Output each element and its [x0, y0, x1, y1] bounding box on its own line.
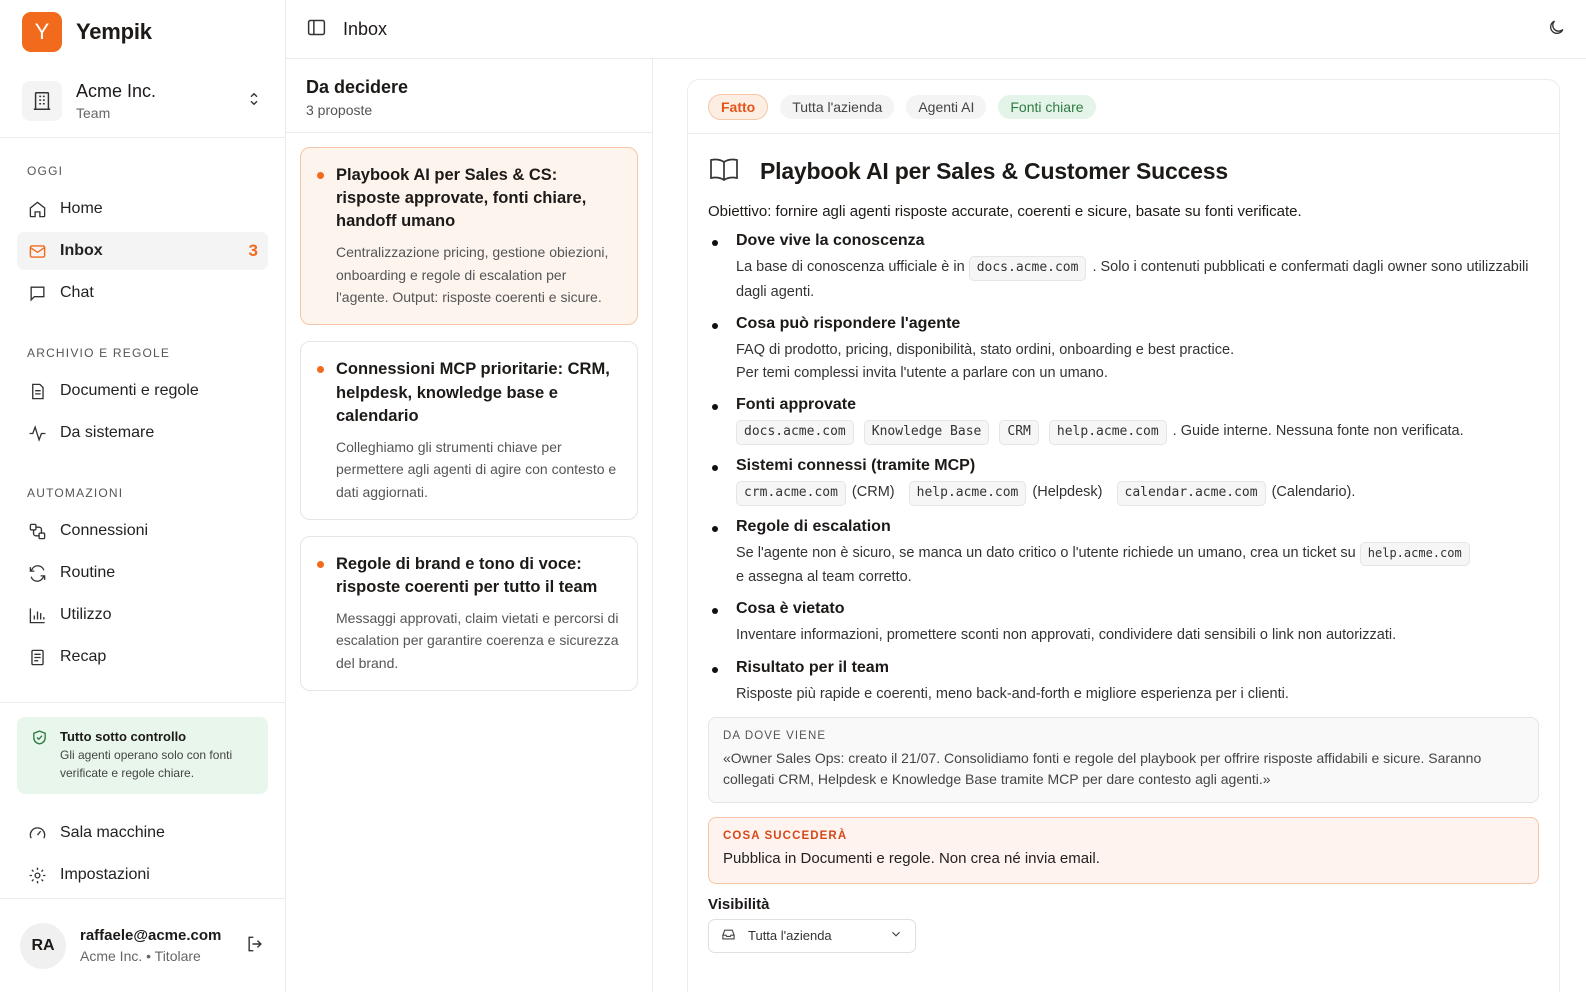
bar-chart-icon — [27, 605, 47, 625]
org-switcher[interactable] — [0, 64, 285, 131]
inbox-count-badge: 3 — [248, 241, 258, 261]
sidebar-item-inbox[interactable] — [17, 232, 268, 270]
section-text: Per temi complessi invita l'utente a parlare con un umano. — [736, 364, 1108, 381]
sidebar-item-label: Utilizzo — [60, 606, 112, 624]
notice-text: Gli agenti operano solo con fonti verificate e regole chiare. — [60, 748, 233, 780]
nav-label-archive: ARCHIVIO E REGOLE — [27, 346, 171, 361]
org-name: Acme Inc. — [76, 80, 157, 101]
book-icon — [708, 156, 740, 187]
sidebar-item-chat[interactable] — [17, 274, 268, 312]
section-title: Fonti approvate — [736, 396, 857, 414]
sources-tag: Fonti chiare — [998, 95, 1095, 119]
inbox-icon — [27, 241, 47, 261]
topbar — [286, 0, 1586, 59]
section-text: FAQ di prodotto, pricing, disponibilità, stato ordini, onboarding e best practice. — [736, 342, 1235, 359]
card-description: Messaggi approvati, claim vietati e percorsi di escalation per garantire coerenza e sicurezza del brand. — [336, 610, 619, 671]
card-description: Colleghiamo gli strumenti chiave per permettere agli agenti di agire con contesto e dati aggiornati. — [336, 438, 617, 500]
section-title: Dove vive la conoscenza — [736, 232, 925, 249]
visibility-select[interactable] — [708, 919, 916, 953]
section-escalation — [708, 518, 1539, 588]
gear-icon — [27, 865, 47, 885]
nav-archive — [0, 316, 285, 456]
nav-bottom — [0, 794, 285, 898]
scope-tag: Tutta l'azienda — [780, 95, 894, 119]
user-email: raffaele@acme.com — [80, 927, 222, 944]
notice-title: Tutto sotto controllo — [60, 729, 187, 745]
origin-box — [708, 717, 1539, 803]
user-role: Acme Inc. • Titolare — [80, 948, 201, 964]
proposal-card[interactable] — [300, 341, 638, 519]
sidebar-item-label: Da sistemare — [60, 424, 155, 442]
code-chip: calendar.acme.com — [1117, 481, 1266, 506]
code-chip: help.acme.com — [1360, 542, 1470, 566]
section-text: Inventare informazioni, promettere sconti non approvati, condividere dati sensibili o link non autorizzati. — [736, 627, 1397, 644]
sidebar-item-label: Impostazioni — [60, 866, 150, 883]
sidebar — [0, 0, 286, 992]
status-badge: Fatto — [708, 94, 768, 120]
audience-tag: Agenti AI — [906, 95, 986, 119]
origin-text: «Owner Sales Ops: creato il 21/07. Consolidiamo fonti e regole del playbook per offrire risposte affidabili e sicure. Saranno collegati CRM, Helpdesk e Knowledge Base tramite MCP per dare contesto agli agenti.» — [723, 750, 1482, 788]
shield-check-icon — [31, 729, 48, 782]
section-text: Se l'agente non è sicuro, se manca un dato critico o l'utente richiede un umano, crea un ticket su — [736, 545, 1356, 562]
brand-name: Yempik — [76, 19, 152, 45]
code-chip: CRM — [999, 420, 1038, 445]
proposal-detail — [687, 79, 1560, 992]
sidebar-item-usage[interactable] — [17, 596, 268, 634]
status-notice — [17, 717, 268, 794]
section-knowledge — [708, 232, 1539, 303]
card-title: Playbook AI per Sales & CS: risposte approvate, fonti chiare, handoff umano — [336, 166, 587, 231]
nav-today — [0, 138, 285, 316]
card-title: Connessioni MCP prioritarie: CRM, helpdesk, knowledge base e calendario — [336, 360, 610, 425]
sidebar-item-label: Sala macchine — [60, 824, 165, 841]
section-text: e assegna al team corretto. — [736, 568, 912, 585]
detail-title: Playbook AI per Sales & Customer Success — [760, 158, 1228, 184]
sidebar-item-connections[interactable] — [17, 512, 268, 550]
section-text: Risposte più rapide e coerenti, meno back-and-forth e migliore esperienza per i clienti. — [736, 685, 1289, 702]
code-chip: help.acme.com — [909, 481, 1027, 506]
section-title: Risultato per il team — [736, 658, 889, 676]
section-text: (CRM) — [851, 484, 895, 501]
chat-icon — [27, 283, 47, 303]
recap-icon — [27, 647, 47, 667]
logout-icon[interactable] — [245, 934, 265, 957]
outcome-text: Pubblica in Documenti e regole. Non crea né invia email. — [723, 850, 1100, 868]
section-title: Cosa può rispondere l'agente — [736, 315, 961, 333]
nav-label-today: OGGI — [27, 164, 64, 179]
sidebar-item-label: Routine — [60, 564, 116, 582]
list-title: Da decidere — [306, 77, 409, 97]
proposal-card[interactable] — [300, 536, 638, 691]
brand — [0, 0, 285, 64]
sidebar-item-to-fix[interactable] — [17, 414, 268, 452]
home-icon — [27, 199, 47, 219]
list-subtitle: 3 proposte — [306, 102, 373, 118]
visibility-value: Tutta l'azienda — [748, 928, 832, 944]
chevron-updown-icon — [245, 90, 263, 111]
sidebar-item-recap[interactable] — [17, 638, 268, 676]
section-text: . Guide interne. Nessuna fonte non verificata. — [1172, 423, 1464, 440]
sidebar-item-documents[interactable] — [17, 372, 268, 410]
nav-automations — [0, 456, 285, 680]
unread-dot — [317, 366, 324, 373]
section-result — [708, 659, 1539, 705]
tag-row — [688, 80, 1559, 134]
code-chip: crm.acme.com — [736, 481, 846, 506]
org-sub: Team — [76, 104, 111, 121]
connections-icon — [27, 521, 47, 541]
objective-text: Obiettivo: fornire agli agenti risposte accurate, coerenti e sicure, basate su fonti verificate. — [708, 203, 1302, 220]
sidebar-item-routine[interactable] — [17, 554, 268, 592]
section-text: . Solo i contenuti pubblicati e confermati dagli owner sono utilizzabili dagli agenti. — [736, 259, 1529, 300]
proposal-list — [286, 59, 653, 992]
section-sources — [708, 396, 1539, 445]
outcome-label: COSA SUCCEDERÀ — [723, 830, 848, 843]
section-title: Cosa è vietato — [736, 600, 845, 618]
gauge-icon — [27, 823, 47, 843]
section-text: (Calendario). — [1271, 484, 1356, 501]
refresh-icon — [27, 563, 47, 583]
proposal-card[interactable] — [300, 147, 638, 325]
activity-icon — [27, 423, 47, 443]
unread-dot — [317, 172, 324, 179]
section-title: Regole di escalation — [736, 518, 891, 536]
theme-toggle-icon[interactable] — [1547, 18, 1566, 40]
section-text: La base di conoscenza ufficiale è in — [736, 259, 965, 275]
page-title: Inbox — [343, 18, 388, 39]
sidebar-item-settings[interactable] — [17, 856, 268, 894]
sidebar-item-label: Inbox — [60, 242, 103, 260]
section-answers — [708, 315, 1539, 384]
sidebar-item-label: Documenti e regole — [60, 382, 199, 400]
unread-dot — [317, 561, 324, 568]
visibility-label: Visibilità — [708, 895, 770, 913]
card-title: Regole di brand e tono di voce: risposte coerenti per tutto il team — [336, 554, 598, 596]
sidebar-item-label: Connessioni — [60, 522, 149, 540]
sidebar-toggle-icon[interactable] — [306, 17, 327, 41]
section-text: (Helpdesk) — [1032, 484, 1103, 501]
outcome-box — [708, 817, 1539, 884]
section-systems — [708, 457, 1539, 506]
nav-label-automations: AUTOMAZIONI — [27, 486, 124, 501]
sidebar-item-label: Home — [60, 200, 103, 218]
inbox-icon — [721, 927, 736, 945]
section-forbidden — [708, 600, 1539, 646]
building-icon — [22, 81, 62, 121]
code-chip: help.acme.com — [1049, 420, 1167, 445]
sidebar-item-label: Chat — [60, 284, 94, 302]
code-chip: docs.acme.com — [969, 256, 1087, 281]
document-icon — [27, 381, 47, 401]
code-chip: Knowledge Base — [864, 420, 990, 445]
sidebar-item-label: Recap — [60, 648, 107, 666]
origin-label: DA DOVE VIENE — [723, 730, 827, 743]
code-chip: docs.acme.com — [736, 420, 854, 445]
brand-logo: Y — [22, 12, 62, 52]
sidebar-item-machine-room[interactable] — [17, 814, 268, 852]
section-title: Sistemi connessi (tramite MCP) — [736, 457, 976, 475]
chevron-down-icon — [889, 927, 903, 944]
card-description: Centralizzazione pricing, gestione obiezioni, onboarding e regole di escalation per l'agente. Output: risposte coerenti e sicure. — [336, 244, 609, 306]
user-profile — [0, 898, 285, 992]
avatar: RA — [20, 923, 66, 969]
sidebar-item-home[interactable] — [17, 190, 268, 228]
